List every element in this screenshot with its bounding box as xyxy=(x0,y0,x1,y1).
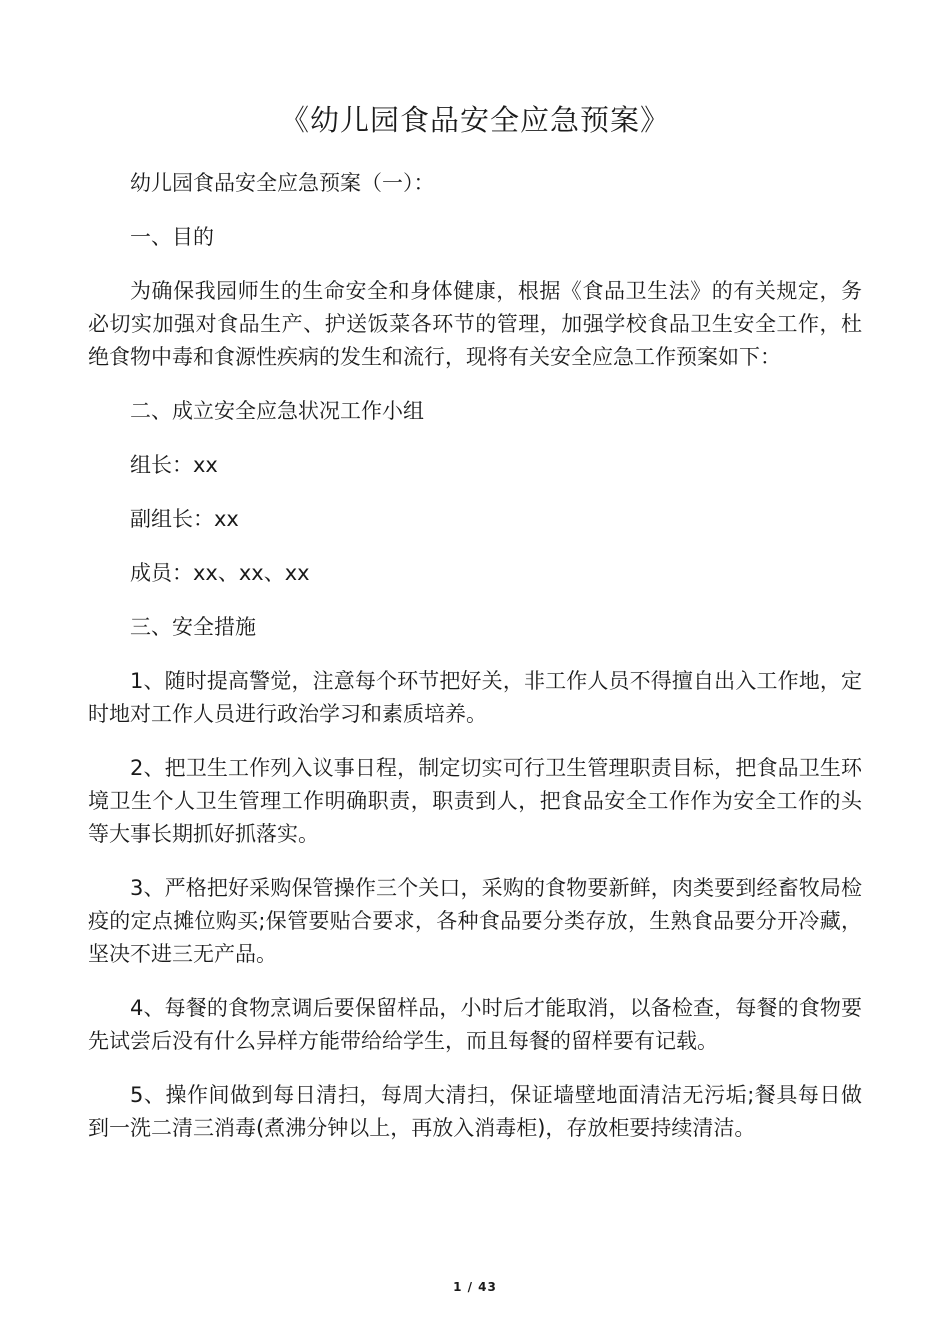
page-number: 1 / 43 xyxy=(453,1280,497,1294)
paragraph-measure-2: 2、把卫生工作列入议事日程，制定切实可行卫生管理职责目标，把食品卫生环境卫生个人卫生管理工作明确职责，职责到人，把食品安全工作作为安全工作的头等大事长期抓好抓落实。 xyxy=(88,756,862,846)
paragraph-measure-3: 3、严格把好采购保管操作三个关口，采购的食物要新鲜，肉类要到经畜牧局检疫的定点摊位购买;保管要贴合要求，各种食品要分类存放，生熟食品要分开冷藏，坚决不进三无产品。 xyxy=(88,876,862,966)
document-title: 《幼儿园食品安全应急预案》 xyxy=(279,103,670,137)
paragraph-section-purpose: 一、目的 xyxy=(130,225,214,249)
paragraph-measure-4: 4、每餐的食物烹调后要保留样品，小时后才能取消，以备检查，每餐的食物要先试尝后没有什么异样方能带给给学生，而且每餐的留样要有记载。 xyxy=(88,996,862,1053)
paragraph-measure-1: 1、随时提高警觉，注意每个环节把好关，非工作人员不得擅自出入工作地，定时地对工作人员进行政治学习和素质培养。 xyxy=(88,669,862,726)
paragraph-measure-5: 5、操作间做到每日清扫，每周大清扫，保证墙壁地面清洁无污垢;餐具每日做到一洗二清三消毒(煮沸分钟以上，再放入消毒柜)，存放柜要持续清洁。 xyxy=(88,1083,862,1140)
paragraph-team-members: 成员：xx、xx、xx xyxy=(130,561,310,585)
paragraph-section-measures: 三、安全措施 xyxy=(130,615,256,639)
paragraph-plan-heading: 幼儿园食品安全应急预案（一）： xyxy=(130,171,435,195)
document-body xyxy=(88,167,862,1166)
paragraph-section-team: 二、成立安全应急状况工作小组 xyxy=(130,399,424,423)
paragraph-purpose-text: 为确保我园师生的生命安全和身体健康，根据《食品卫生法》的有关规定，务必切实加强对食品生产、护送饭菜各环节的管理，加强学校食品卫生安全工作，杜绝食物中毒和食源性疾病的发生和流行，现将有关安全应急工作预案如下： xyxy=(88,279,862,369)
paragraph-deputy-leader: 副组长：xx xyxy=(130,507,239,531)
paragraph-team-leader: 组长：xx xyxy=(130,453,218,477)
